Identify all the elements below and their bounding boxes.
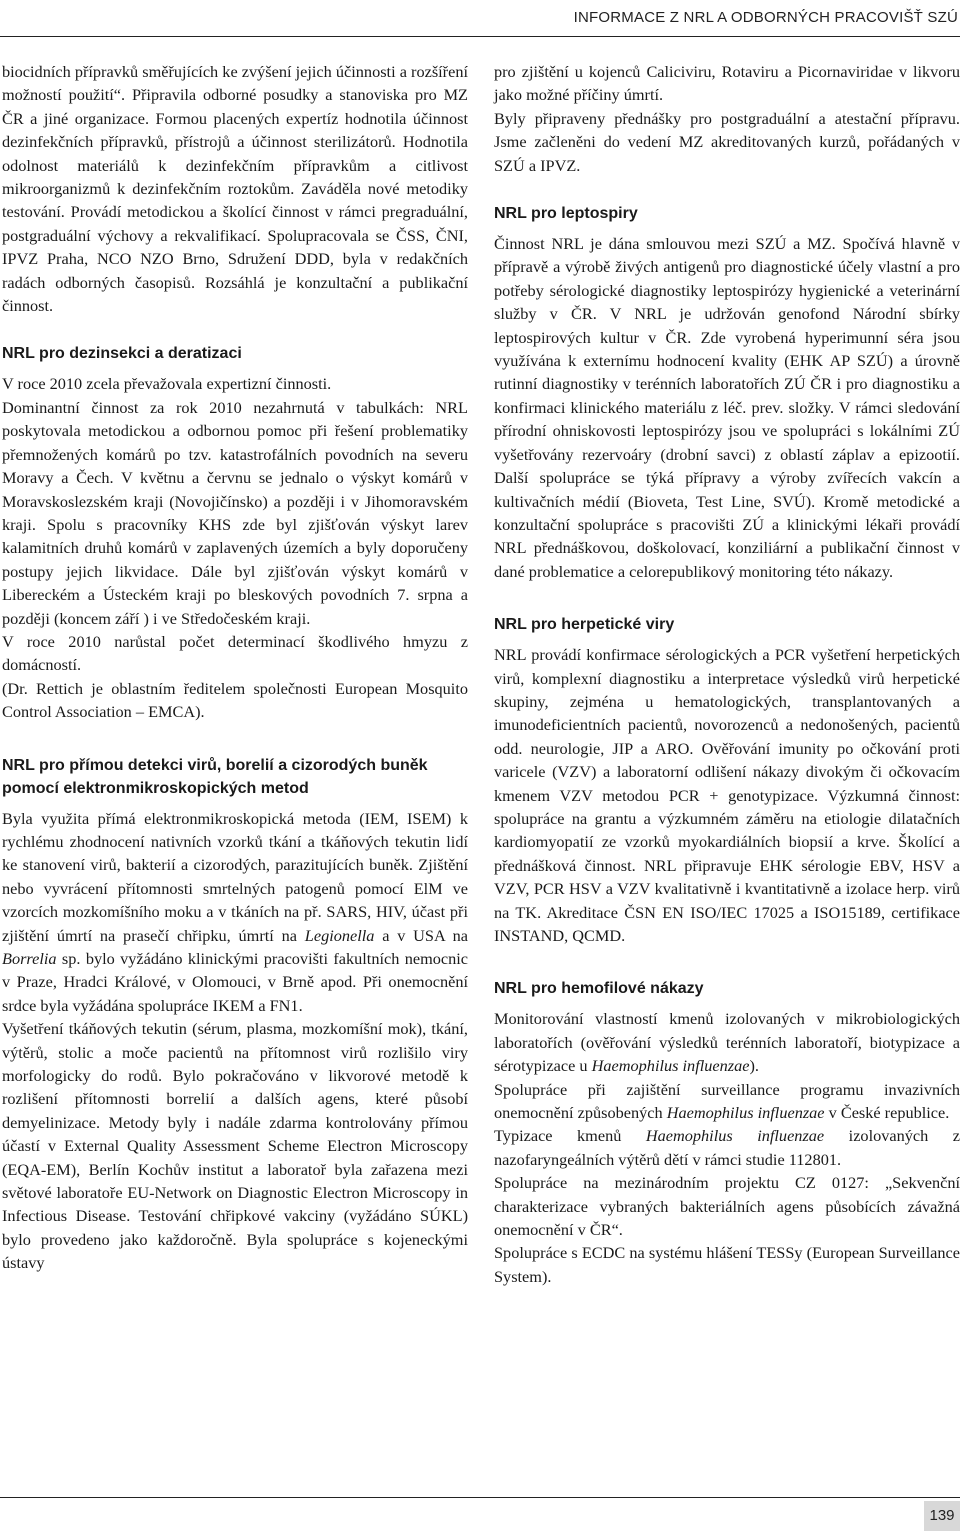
paragraph [494,1007,960,1077]
right-column [494,60,960,1288]
text-run: Typizace kmenů [494,1126,646,1146]
section-heading-herpeticke: NRL pro herpetické viry [494,616,675,634]
text-run: v České republice. [824,1103,950,1123]
italic-term: Borrelia [2,949,57,968]
paragraph: Vyšetření tkáňových tekutin (sérum, plasma, mozkomíšní mok), tkání, výtěrů, stolic a moče pacientů na přítomnost virů rozlišilo viry morfologicky do rodů. Bylo pokračováno v likvorové metodě k rozlišení přítomnosti borrelií a dalších agens, které působí demyelinizace. Metody byly i nadále zdarma kontrolovány přímou účastí v External Quality Assessment Scheme Electron Microscopy (EQA-EM), Berlín Kochův institut a laboratoř byla zařazena mezi světové laboratoře EU-Network on Diagnostic Electron Microscopy in Infectious Disease. Testování chřipkové vakciny (vyžádáno SÚKL) bylo provedeno jako každoročně. Byla spolupráce s kojeneckými ústavy [2,1019,468,1273]
left-column [2,60,468,1275]
section-heading-leptospiry: NRL pro leptospiry [494,205,638,223]
paragraph: (Dr. Rettich je oblastním ředitelem společnosti European Mosquito Control Association – EMCA). [2,678,468,722]
text-run: a v USA na [374,925,469,945]
paragraph [2,807,468,1018]
italic-term: Haemophilus influenzae [591,1056,750,1076]
running-header: INFORMACE Z NRL A ODBORNÝCH PRACOVIŠŤ SZÚ [573,9,958,26]
paragraph: Činnost NRL je dána smlouvou mezi SZÚ a MZ. Spočívá hlavně v přípravě a výrobě živých antigenů pro diagnostické účely vlastní a pro potřeby sérologické diagnostiky leptospirózy hygienické a veterinární služby v ČR. V NRL je udržován genofond Národní sbírky leptospirových kultur v ČR. Zde vyrobená hyperimunní séra jsou využívána k externímu hodnocení kvality (EHK AP SZÚ) a úrovně rutinní diagnostiky v terénních laboratořích ZÚ ČR i pro diagnostiku a konfirmaci klinického materiálu z léč. prev. složky. V rámci sledování přírodní ohniskovosti leptospirózy jsou ve spolupráci s lokálními ZÚ vyšetřovány rezervoáry (drobní savci) z oblastí záplav a epizootií. Další spolupráce se týká přípravy a výroby zvířecích vakcín a kultivačních médií (Bioveta, Test Line, SVÚ). Kromě metodické a konzultační spolupráce s pracovišti ZÚ a klinickými lékaři provádí NRL přednáškovou, doškolovací, konziliární a publikační činnost v dané problematice a celorepublikový monitoring této nákazy. [494,234,960,581]
text-run: Byla využita přímá elektronmikroskopická metoda (IEM, ISEM) k rychlému zhodnocení nativních vzorků tkání a tkáňových tekutin lidí ke stanovení virů, bakterií a cizorodých, parazitujících buněk. Zjištění nebo vyvrácení přítomnosti smrtelných patogenů pomocí ElM ve vzorcích mozkomíšního moku a v tkáních na př. SARS, HIV, účast při zjištění úmrtí na prasečí chřipku, úmrtí na [2,808,468,945]
paragraph: pro zjištění u kojenců Caliciviru, Rotaviru a Picornaviridae v likvoru jako možné příčiny úmrtí. [494,62,960,105]
paragraph: Spolupráce s ECDC na systému hlášení TESSy (European Surveillance System). [494,1243,960,1286]
page-number: 139 [924,1501,960,1531]
text-run: Monitorování vlastností kmenů izolovaných v mikrobiologických laboratořích (ověřování výsledků terénních laboratoří, biotypizace a sérotypizace u [494,1009,960,1076]
text-run: Spolupráce při zajištění surveillance programu invazivních onemocnění způsobených [494,1079,960,1123]
paragraph: Spolupráce na mezinárodním projektu CZ 0127: „Sekvenční charakterizace vybraných bakteriálních agens působících závažná onemocnění v ČR“. [494,1173,960,1240]
paragraph: Dominantní činnost za rok 2010 nezahrnutá v tabulkách: NRL poskytovala metodickou a odbornou pomoc při řešení problematiky přemnožených komárů po tzv. katastrofálních povodních na severu Moravy a Čech. V květnu a červnu se jednalo o výskyt komárů v Moravskoslezském kraji (Novojičínsko) a později i v Jihomoravském kraji. Spolu s pracovníky KHS zde byl zjišťován výskyt larev kalamitních druhů komárů v zaplavených územích a byly doporučeny postupy jejich likvidace. Dále byl zjišťován výskyt komárů v Libereckém a Ústeckém kraji po bleskových povodních 7. srpna a později (koncem září ) i ve Středočeském kraji. [2,397,468,628]
italic-term: Haemophilus influenzae [666,1103,825,1123]
header-divider [0,36,960,37]
text-run: sp. bylo vyžádáno klinickými pracovišti fakultních nemocnic v Praze, Hradci Králové, v Olomouci, v Brně apod. Při onemocnění srdce byla vyžádána spolupráce IKEM a FN1. [2,949,468,1015]
paragraph: biocidních přípravků směřujících ke zvýšení jejich účinnosti a rozšíření možností použití“. Připravila odborné posudky a stanoviska pro MZ ČR a jiné organizace. Formou placených expertíz hodnotila účinnost dezinfekčních přípravků, přístrojů a účinnost sterilizátorů. Hodnotila odolnost materiálů k dezinfekčním přípravkům a citlivost mikroorganizmů k dezinfekčním roztokům. Zaváděla nové metodiky testování. Provádí metodickou a školící činnost v rámci pregraduální, postgraduální výchovy a rekvalifikací. Spolupracovala se ČSS, ČNI, IPVZ Praha, NCO NZO Brno, Sdružení DDD, byla v redakčních radách odborných časopisů. Rozsáhlá je konzultační a publikační činnost. [2,62,468,316]
paragraph [494,1078,960,1125]
section-heading-viry: NRL pro přímou detekci virů, borelií a cizorodých buněk pomocí elektronmikroskopických metod [2,756,428,797]
paragraph [494,1124,960,1171]
section-heading-hemofilove: NRL pro hemofilové nákazy [494,980,704,998]
paragraph: V roce 2010 zcela převažovala expertizní činnosti. [2,374,332,394]
section-heading-dezinsekce: NRL pro dezinsekci a deratizaci [2,345,242,363]
paragraph: V roce 2010 narůstal počet determinací škodlivého hmyzu z domácností. [2,631,468,675]
text-run: izolovaných z nazofaryngeálních výtěrů dětí v rámci studie 112801. [494,1126,960,1169]
text-run: ). [749,1056,759,1076]
footer-divider [0,1497,960,1498]
italic-term: Legionella [304,925,375,945]
paragraph: Byly připraveny přednášky pro postgraduální a atestační přípravu. Jsme začleněni do vedení MZ akreditovaných kurzů, pořádaných v SZÚ a IPVZ. [494,108,960,175]
paragraph: NRL provádí konfirmace sérologických a PCR vyšetření herpetických virů, komplexní diagnostiku a interpretace výsledků virů herpetické skupiny, zejména u hematologických, transplantovaných a imunodeficientních pacientů, novorozenců a nedonošených, pacientů odd. neurologie, JIP a ARO. Ověřování imunity po očkování proti varicele (VZV) a laboratorní odlišení nákazy divokým či očkovacím kmenem VZV metodou PCR + genotypizace. Výzkumná činnost: spolupráce na grantu a výzkumném záměru na etiologie dilatačních kardiomyopatií ze vzorků myokardiálních biopsií a krve. Školící a přednášková činnost. NRL připravuje EHK sérologie EBV, HSV a VZV, PCR HSV a VZV kvalitativně i kvantitativně a izolace herp. virů na TK. Akreditace ČSN EN ISO/IEC 17025 a ISO15189, certifikace INSTAND, QCMD. [494,645,960,945]
italic-term: Haemophilus influenzae [645,1126,825,1146]
